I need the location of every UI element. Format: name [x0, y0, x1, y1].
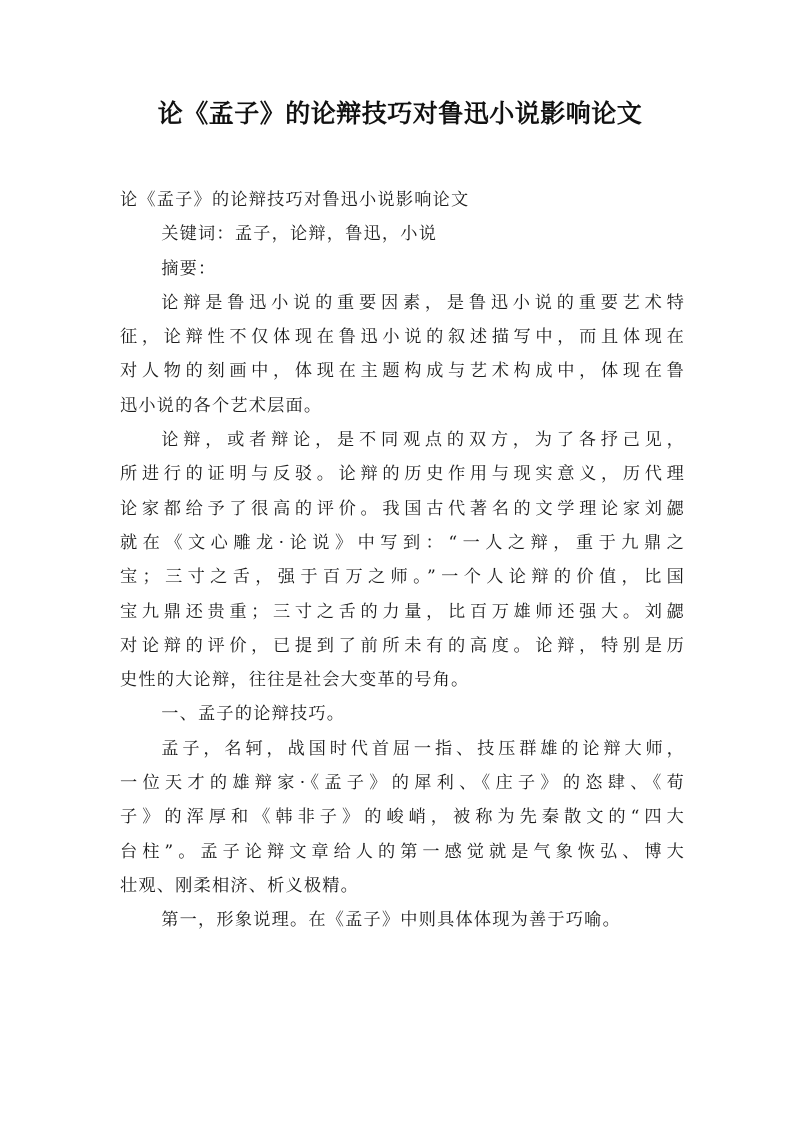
paragraph-line: 壮观、刚柔相济、析义极精。: [120, 875, 360, 896]
paragraph-line: 对论辩的评价，已提到了前所未有的高度。论辩，特别是历: [120, 635, 685, 656]
paragraph-line: 迅小说的各个艺术层面。: [120, 395, 323, 416]
paragraph-line: 一位天才的雄辩家·《孟子》的犀利、《庄子》的恣肆、《荀: [120, 773, 685, 794]
paragraph-line: 史性的大论辩，往往是社会大变革的号角。: [120, 670, 470, 691]
document-title: 论《孟子》的论辩技巧对鲁迅小说影响论文: [157, 99, 643, 128]
paragraph-line: 论家都给予了很高的评价。我国古代著名的文学理论家刘勰: [120, 498, 685, 519]
paragraph-line: 论辩，或者辩论，是不同观点的双方，为了各抒己见，: [161, 430, 685, 451]
abstract-label: 摘要：: [161, 258, 217, 279]
paragraph-line: 征，论辩性不仅体现在鲁迅小说的叙述描写中，而且体现在: [120, 327, 685, 348]
paragraph-2: [120, 423, 685, 697]
paragraph-4: 第一，形象说理。在《孟子》中则具体体现为善于巧喻。: [161, 910, 621, 931]
paragraph-line: 论辩是鲁迅小说的重要因素，是鲁迅小说的重要艺术特: [161, 292, 685, 313]
subtitle-line: 论《孟子》的论辩技巧对鲁迅小说影响论文: [120, 190, 470, 210]
paragraph-1: [120, 286, 685, 423]
paragraph-line: 所进行的证明与反驳。论辩的历史作用与现实意义，历代理: [120, 464, 685, 485]
paragraph-line: 孟子，名轲，战国时代首屈一指、技压群雄的论辩大师，: [161, 738, 685, 759]
paragraph-line: 台柱”。孟子论辩文章给人的第一感觉就是气象恢弘、博大: [120, 841, 685, 862]
paragraph-line: 子》的浑厚和《韩非子》的峻峭，被称为先秦散文的“四大: [120, 807, 685, 828]
section-heading: 一、孟子的论辩技巧。: [161, 704, 346, 725]
paragraph-line: 宝九鼎还贵重；三寸之舌的力量，比百万雄师还强大。刘勰: [120, 601, 685, 622]
paragraph-line: 宝；三寸之舌，强于百万之师。”一个人论辩的价值，比国: [120, 567, 685, 588]
document-body: [120, 183, 685, 938]
keywords-line: 关键词：孟子，论辩，鲁迅，小说: [161, 224, 438, 245]
paragraph-3: [120, 732, 685, 903]
paragraph-line: 就在《文心雕龙·论说》中写到：“一人之辩，重于九鼎之: [120, 532, 685, 553]
paragraph-line: 对人物的刻画中，体现在主题构成与艺术构成中，体现在鲁: [120, 361, 685, 382]
